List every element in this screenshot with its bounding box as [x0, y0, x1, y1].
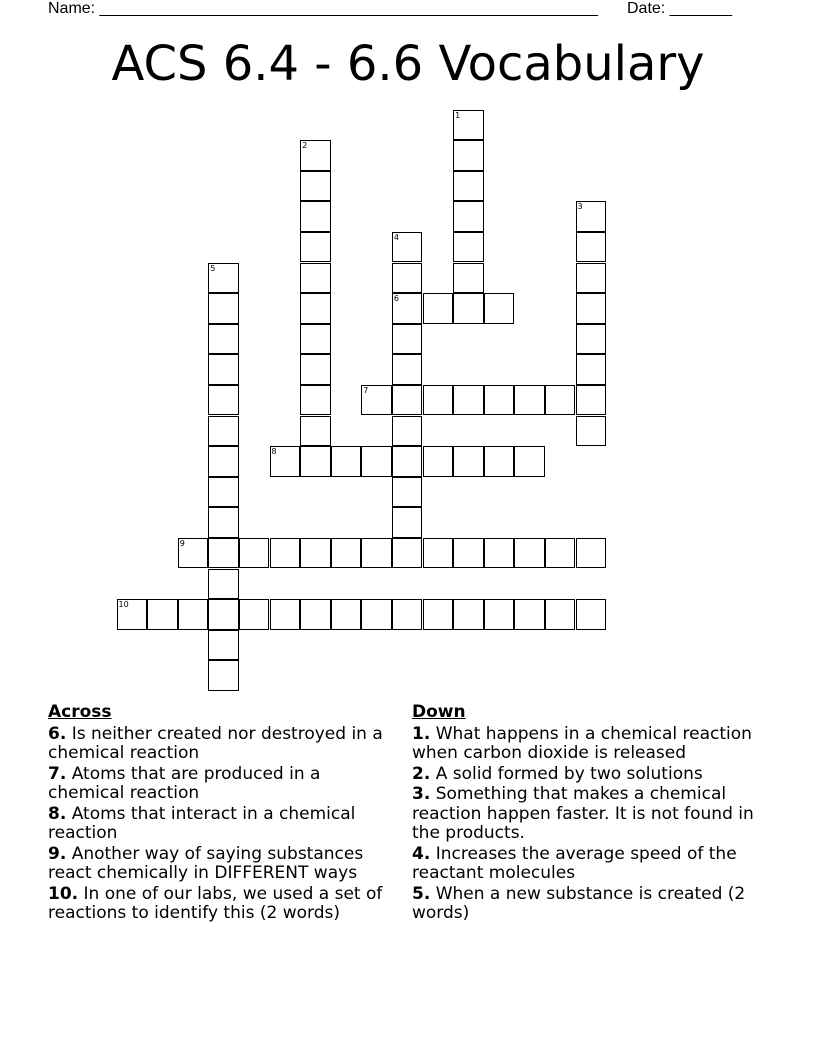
grid-cell[interactable] [300, 416, 331, 447]
grid-cell[interactable] [514, 446, 545, 477]
grid-cell[interactable] [514, 538, 545, 569]
grid-cell[interactable] [453, 171, 484, 202]
clue-text: Is neither created nor destroyed in a chemical reaction [48, 723, 383, 763]
grid-cell[interactable] [331, 446, 362, 477]
grid-cell[interactable] [453, 446, 484, 477]
grid-cell[interactable] [208, 477, 239, 508]
grid-cell[interactable] [514, 599, 545, 630]
grid-cell[interactable] [300, 538, 331, 569]
grid-cell[interactable] [208, 293, 239, 324]
clue-num: 2. [412, 763, 431, 784]
grid-cell[interactable] [208, 660, 239, 691]
grid-cell[interactable] [300, 140, 331, 171]
grid-cell[interactable] [576, 232, 607, 263]
grid-cell[interactable] [270, 599, 301, 630]
clue-text: Another way of saying substances react chemically in DIFFERENT ways [48, 843, 364, 883]
grid-cell[interactable] [178, 599, 209, 630]
down-clue [412, 885, 762, 924]
clue-num: 3. [412, 784, 431, 804]
grid-cell[interactable] [423, 293, 454, 324]
clue-num: 10. [48, 883, 79, 904]
across-clue [48, 845, 393, 884]
across-clue [48, 805, 393, 844]
grid-cell[interactable] [545, 385, 576, 416]
grid-cell[interactable] [208, 416, 239, 447]
clue-num: 5. [412, 883, 431, 904]
grid-cell[interactable] [423, 599, 454, 630]
down-clue [412, 765, 762, 785]
clue-num: 9. [48, 843, 67, 864]
down-clue [412, 725, 762, 764]
grid-cell[interactable] [576, 599, 607, 630]
grid-cell[interactable] [208, 507, 239, 538]
clue-num: 8. [48, 803, 67, 824]
page-title: ACS 6.4 - 6.6 Vocabulary [111, 36, 705, 92]
clue-text: In one of our labs, we used a set of reactions to identify this (2 words) [48, 883, 383, 923]
clue-text: Something that makes a chemical reaction happen faster. It is not found in the products. [412, 784, 754, 843]
grid-cell[interactable] [392, 263, 423, 294]
grid-cell[interactable] [331, 538, 362, 569]
grid-cell[interactable] [239, 538, 270, 569]
grid-cell[interactable] [453, 538, 484, 569]
grid-cell[interactable] [361, 446, 392, 477]
clue-text: When a new substance is created (2 words) [412, 883, 746, 923]
grid-cell[interactable] [484, 538, 515, 569]
date-field[interactable]: Date: _______ [627, 0, 732, 17]
clue-num: 1. [412, 723, 431, 744]
grid-cell[interactable] [514, 385, 545, 416]
clue-number: 5 [210, 263, 216, 273]
grid-cell[interactable] [576, 538, 607, 569]
across-clue [48, 885, 393, 924]
grid-cell[interactable] [117, 599, 148, 630]
grid-cell[interactable] [361, 599, 392, 630]
clue-number: 2 [302, 141, 308, 151]
grid-cell[interactable] [208, 630, 239, 661]
clue-num: 4. [412, 843, 431, 864]
clue-text: Increases the average speed of the reactant molecules [412, 843, 737, 883]
grid-cell[interactable] [300, 385, 331, 416]
grid-cell[interactable] [208, 324, 239, 355]
grid-cell[interactable] [453, 140, 484, 171]
grid-cell[interactable] [453, 110, 484, 141]
grid-cell[interactable] [392, 599, 423, 630]
clue-number: 8 [271, 447, 277, 457]
grid-cell[interactable] [423, 446, 454, 477]
grid-cell[interactable] [208, 263, 239, 294]
grid-cell[interactable] [484, 599, 515, 630]
grid-cell[interactable] [300, 201, 331, 232]
grid-cell[interactable] [270, 446, 301, 477]
grid-cell[interactable] [392, 324, 423, 355]
down-clue [412, 785, 762, 844]
grid-cell[interactable] [392, 385, 423, 416]
grid-cell[interactable] [392, 538, 423, 569]
across-clue [48, 765, 393, 804]
clue-number: 3 [577, 202, 583, 212]
clue-num: 7. [48, 763, 67, 784]
grid-cell[interactable] [300, 324, 331, 355]
grid-cell[interactable] [300, 599, 331, 630]
grid-cell[interactable] [208, 446, 239, 477]
grid-cell[interactable] [300, 446, 331, 477]
grid-cell[interactable] [453, 263, 484, 294]
grid-cell[interactable] [576, 354, 607, 385]
grid-cell[interactable] [270, 538, 301, 569]
across-clue [48, 725, 393, 764]
down-heading: Down [412, 702, 466, 722]
grid-cell[interactable] [453, 599, 484, 630]
grid-cell[interactable] [576, 416, 607, 447]
grid-cell[interactable] [300, 232, 331, 263]
down-clues [412, 703, 762, 925]
grid-cell[interactable] [576, 385, 607, 416]
grid-cell[interactable] [453, 201, 484, 232]
clue-number: 7 [363, 385, 369, 395]
grid-cell[interactable] [208, 385, 239, 416]
grid-cell[interactable] [178, 538, 209, 569]
grid-cell[interactable] [361, 538, 392, 569]
grid-cell[interactable] [300, 263, 331, 294]
grid-cell[interactable] [392, 507, 423, 538]
grid-cell[interactable] [453, 293, 484, 324]
down-clue [412, 845, 762, 884]
grid-cell[interactable] [392, 354, 423, 385]
grid-cell[interactable] [484, 446, 515, 477]
name-field[interactable]: Name: ________________________________________________________ [48, 0, 598, 17]
grid-cell[interactable] [576, 263, 607, 294]
grid-cell[interactable] [239, 599, 270, 630]
clue-number: 4 [393, 232, 399, 242]
grid-cell[interactable] [576, 293, 607, 324]
grid-cell[interactable] [576, 324, 607, 355]
grid-cell[interactable] [576, 201, 607, 232]
grid-cell[interactable] [453, 385, 484, 416]
grid-cell[interactable] [361, 385, 392, 416]
grid-cell[interactable] [392, 293, 423, 324]
grid-cell[interactable] [423, 538, 454, 569]
clue-number: 10 [118, 600, 129, 610]
grid-cell[interactable] [392, 232, 423, 263]
clue-text: Atoms that interact in a chemical reaction [48, 803, 356, 843]
grid-cell[interactable] [208, 599, 239, 630]
grid-cell[interactable] [545, 599, 576, 630]
grid-cell[interactable] [331, 599, 362, 630]
grid-cell[interactable] [300, 171, 331, 202]
grid-cell[interactable] [147, 599, 178, 630]
clue-number: 9 [179, 538, 185, 548]
clue-text: Atoms that are produced in a chemical reaction [48, 763, 321, 803]
clue-number: 1 [455, 110, 461, 120]
clue-text: A solid formed by two solutions [430, 763, 703, 784]
grid-cell[interactable] [453, 232, 484, 263]
grid-cell[interactable] [208, 354, 239, 385]
grid-cell[interactable] [545, 538, 576, 569]
across-heading: Across [48, 702, 112, 722]
grid-cell[interactable] [300, 354, 331, 385]
grid-cell[interactable] [392, 416, 423, 447]
clue-text: What happens in a chemical reaction when carbon dioxide is released [412, 723, 752, 763]
grid-cell[interactable] [208, 538, 239, 569]
across-clues [48, 703, 393, 925]
grid-cell[interactable] [392, 446, 423, 477]
grid-cell[interactable] [484, 385, 515, 416]
grid-cell[interactable] [208, 569, 239, 600]
grid-cell[interactable] [484, 293, 515, 324]
clue-num: 6. [48, 723, 67, 744]
grid-cell[interactable] [423, 385, 454, 416]
grid-cell[interactable] [392, 477, 423, 508]
grid-cell[interactable] [300, 293, 331, 324]
clue-number: 6 [393, 294, 399, 304]
